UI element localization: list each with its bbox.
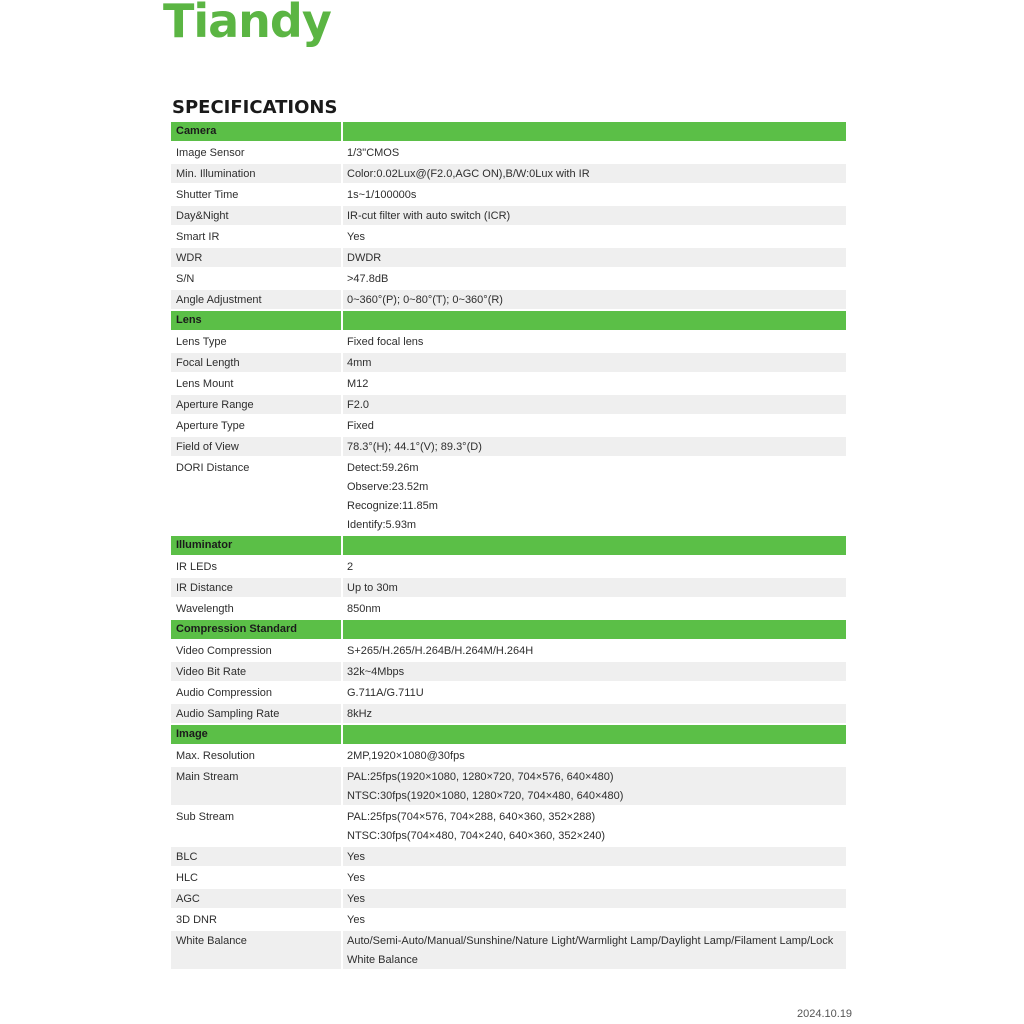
spec-label: Field of View (171, 437, 341, 456)
section-title: Compression Standard (171, 620, 341, 639)
spec-row (171, 374, 846, 393)
spec-value-line: Yes (347, 851, 365, 863)
spec-row (171, 889, 846, 908)
spec-value (343, 868, 846, 887)
spec-row (171, 704, 846, 723)
spec-label: IR Distance (171, 578, 341, 597)
spec-row (171, 746, 846, 765)
spec-value (343, 353, 846, 372)
spec-value (343, 458, 846, 534)
spec-label: WDR (171, 248, 341, 267)
spec-value-line: Fixed (347, 420, 374, 432)
spec-label: White Balance (171, 931, 341, 969)
spec-value (343, 290, 846, 309)
spec-value-line: F2.0 (347, 399, 370, 411)
spec-value (343, 185, 846, 204)
spec-label: AGC (171, 889, 341, 908)
spec-value-line: Identify:5.93m (347, 519, 417, 531)
spec-row (171, 248, 846, 267)
spec-value-line: PAL:25fps(1920×1080, 1280×720, 704×576, 640×480) (347, 771, 614, 783)
spec-label: Aperture Type (171, 416, 341, 435)
spec-value (343, 910, 846, 929)
spec-label: Angle Adjustment (171, 290, 341, 309)
spec-label: S/N (171, 269, 341, 288)
spec-value-line: Up to 30m (347, 582, 398, 594)
spec-value-line: 0~360°(P); 0~80°(T); 0~360°(R) (347, 294, 503, 306)
section-header-fill (343, 620, 846, 639)
brand-logo: Tiandy (163, 0, 331, 48)
document-date: 2024.10.19 (797, 1008, 853, 1020)
spec-value (343, 437, 846, 456)
spec-label: Max. Resolution (171, 746, 341, 765)
spec-row (171, 395, 846, 414)
spec-value (343, 374, 846, 393)
spec-value (343, 662, 846, 681)
spec-value (343, 164, 846, 183)
spec-label: BLC (171, 847, 341, 866)
spec-row (171, 290, 846, 309)
spec-value-line: Observe:23.52m (347, 481, 429, 493)
spec-value-line: Yes (347, 893, 365, 905)
spec-value-line: 2 (347, 561, 354, 573)
spec-value (343, 578, 846, 597)
spec-label: Audio Compression (171, 683, 341, 702)
spec-value (343, 557, 846, 576)
spec-row (171, 910, 846, 929)
spec-value-line: S+265/H.265/H.264B/H.264M/H.264H (347, 645, 534, 657)
spec-value (343, 641, 846, 660)
section-header (171, 311, 846, 330)
spec-value-line: 8kHz (347, 708, 373, 720)
section-title: Illuminator (171, 536, 341, 555)
spec-label: 3D DNR (171, 910, 341, 929)
spec-value-line: Yes (347, 872, 365, 884)
section-title: Camera (171, 122, 341, 141)
spec-row (171, 868, 846, 887)
spec-value-line: G.711A/G.711U (347, 687, 424, 699)
spec-row (171, 416, 846, 435)
spec-value-line: DWDR (347, 252, 382, 264)
spec-row (171, 458, 846, 534)
spec-label: Image Sensor (171, 143, 341, 162)
spec-value-line: White Balance (347, 954, 418, 966)
spec-value (343, 889, 846, 908)
spec-label: DORI Distance (171, 458, 341, 534)
spec-value-line: Fixed focal lens (347, 336, 424, 348)
page-title: SPECIFICATIONS (172, 97, 338, 118)
spec-row (171, 662, 846, 681)
spec-value (343, 143, 846, 162)
spec-label: Video Bit Rate (171, 662, 341, 681)
spec-table (171, 122, 846, 971)
spec-value-line: NTSC:30fps(1920×1080, 1280×720, 704×480, 640×480) (347, 790, 624, 802)
spec-value-line: 1/3"CMOS (347, 147, 400, 159)
spec-value (343, 704, 846, 723)
spec-label: Smart IR (171, 227, 341, 246)
spec-value-line: NTSC:30fps(704×480, 704×240, 640×360, 352×240) (347, 830, 606, 842)
spec-label: HLC (171, 868, 341, 887)
spec-row (171, 164, 846, 183)
section-header (171, 122, 846, 141)
spec-value (343, 269, 846, 288)
section-header (171, 725, 846, 744)
spec-row (171, 641, 846, 660)
spec-row (171, 683, 846, 702)
spec-row (171, 227, 846, 246)
section-header-fill (343, 311, 846, 330)
spec-label: Audio Sampling Rate (171, 704, 341, 723)
spec-label: Day&Night (171, 206, 341, 225)
spec-row (171, 185, 846, 204)
spec-value (343, 931, 846, 969)
spec-value (343, 416, 846, 435)
spec-value (343, 767, 846, 805)
spec-value-line: 2MP,1920×1080@30fps (347, 750, 465, 762)
spec-value-line: 850nm (347, 603, 381, 615)
spec-label: Sub Stream (171, 807, 341, 845)
spec-value (343, 227, 846, 246)
spec-row (171, 353, 846, 372)
section-title: Lens (171, 311, 341, 330)
spec-value (343, 683, 846, 702)
spec-row (171, 931, 846, 969)
spec-label: Aperture Range (171, 395, 341, 414)
spec-label: IR LEDs (171, 557, 341, 576)
spec-label: Wavelength (171, 599, 341, 618)
spec-label: Shutter Time (171, 185, 341, 204)
section-header-fill (343, 122, 846, 141)
spec-value (343, 599, 846, 618)
spec-row (171, 578, 846, 597)
spec-label: Lens Type (171, 332, 341, 351)
spec-row (171, 557, 846, 576)
spec-row (171, 807, 846, 845)
spec-label: Lens Mount (171, 374, 341, 393)
section-header-fill (343, 536, 846, 555)
spec-row (171, 437, 846, 456)
section-header (171, 620, 846, 639)
spec-value-line: M12 (347, 378, 369, 390)
spec-row (171, 143, 846, 162)
spec-value-line: Detect:59.26m (347, 462, 419, 474)
spec-value (343, 332, 846, 351)
spec-value-line: 32k~4Mbps (347, 666, 405, 678)
spec-row (171, 269, 846, 288)
spec-label: Min. Illumination (171, 164, 341, 183)
spec-value-line: 4mm (347, 357, 372, 369)
spec-value (343, 847, 846, 866)
spec-value-line: 1s~1/100000s (347, 189, 417, 201)
spec-value-line: Recognize:11.85m (347, 500, 438, 512)
spec-value-line: PAL:25fps(704×576, 704×288, 640×360, 352×288) (347, 811, 596, 823)
section-header-fill (343, 725, 846, 744)
spec-row (171, 847, 846, 866)
spec-row (171, 332, 846, 351)
spec-value (343, 395, 846, 414)
spec-value-line: Auto/Semi-Auto/Manual/Sunshine/Nature Light/Warmlight Lamp/Daylight Lamp/Filament Lamp/Lock (347, 935, 834, 947)
spec-value-line: >47.8dB (347, 273, 389, 285)
spec-label: Focal Length (171, 353, 341, 372)
spec-row (171, 206, 846, 225)
section-title: Image (171, 725, 341, 744)
spec-value (343, 807, 846, 845)
spec-value-line: Color:0.02Lux@(F2.0,AGC ON),B/W:0Lux with IR (347, 168, 590, 180)
spec-label: Video Compression (171, 641, 341, 660)
spec-value-line: Yes (347, 914, 365, 926)
section-header (171, 536, 846, 555)
spec-value (343, 206, 846, 225)
spec-value-line: Yes (347, 231, 365, 243)
spec-value (343, 746, 846, 765)
spec-row (171, 767, 846, 805)
spec-value-line: 78.3°(H); 44.1°(V); 89.3°(D) (347, 441, 482, 453)
spec-value (343, 248, 846, 267)
spec-row (171, 599, 846, 618)
spec-label: Main Stream (171, 767, 341, 805)
spec-value-line: IR-cut filter with auto switch (ICR) (347, 210, 511, 222)
